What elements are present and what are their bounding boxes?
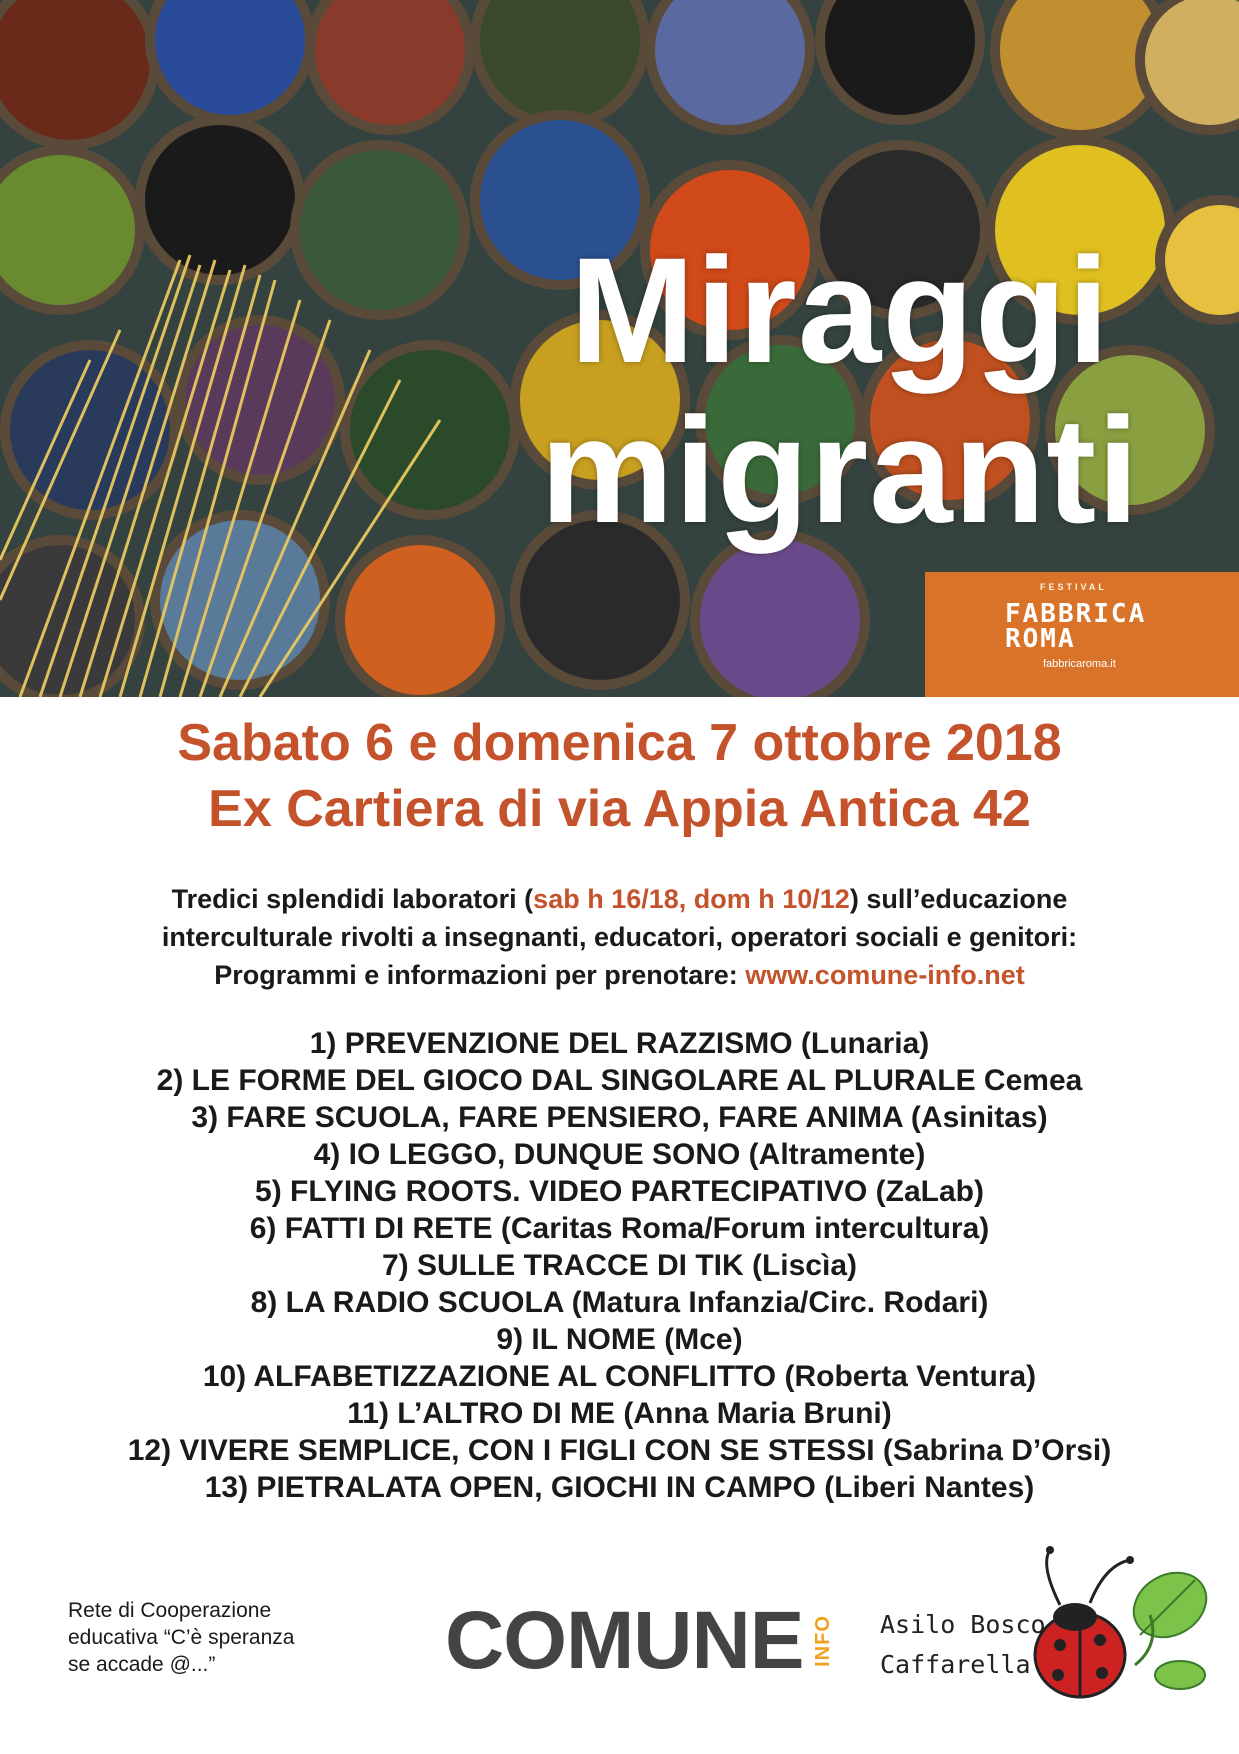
asilo-line-1: Asilo Bosco	[880, 1610, 1046, 1639]
network-line-1: Rete di Cooperazione	[68, 1599, 272, 1622]
network-credit	[68, 1597, 368, 1678]
intro-part-2: ) sull’educazione	[849, 884, 1068, 914]
comune-info-logo	[440, 1595, 834, 1686]
workshop-item: 2) LE FORME DEL GIOCO DAL SINGOLARE AL PLURALE Cemea	[156, 1064, 1083, 1097]
workshop-item: 7) SULLE TRACCE DI TIK (Liscìa)	[381, 1249, 858, 1282]
workshop-item: 6) FATTI DI RETE (Caritas Roma/Forum intercultura)	[249, 1212, 990, 1245]
workshop-item: 11) L’ALTRO DI ME (Anna Maria Bruni)	[347, 1397, 892, 1430]
workshop-item: 13) PIETRALATA OPEN, GIOCHI IN CAMPO (Liberi Nantes)	[204, 1471, 1035, 1504]
event-location: Ex Cartiera di via Appia Antica 42	[208, 780, 1031, 838]
festival-name	[1005, 599, 1155, 654]
intro-line-3-prefix: Programmi e informazioni per prenotare:	[214, 960, 746, 990]
intro-line-1	[40, 880, 1199, 918]
event-date: Sabato 6 e domenica 7 ottobre 2018	[177, 714, 1062, 772]
festival-name-line-2: ROMA	[1005, 624, 1076, 654]
event-date-location	[0, 710, 1239, 842]
ladybug-icon	[1020, 1545, 1220, 1705]
workshop-item: 4) IO LEGGO, DUNQUE SONO (Altramente)	[313, 1138, 926, 1171]
comune-info-tag: INFO	[812, 1615, 834, 1667]
network-line-2: educativa “C’è speranza	[68, 1626, 295, 1649]
intro-line-3	[40, 956, 1199, 994]
hero-image	[0, 0, 1239, 697]
workshop-list	[20, 1025, 1219, 1506]
poster-title	[490, 226, 1190, 554]
asilo-line-2: Caffarella	[880, 1650, 1031, 1679]
asilo-bosco-logo	[870, 1545, 1220, 1705]
comune-wordmark: COMUNE	[445, 1595, 804, 1686]
workshop-item: 9) IL NOME (Mce)	[496, 1323, 743, 1356]
title-line-1: Miraggi	[569, 226, 1111, 394]
workshop-item: 8) LA RADIO SCUOLA (Matura Infanzia/Circ. Rodari)	[250, 1286, 989, 1319]
festival-fabbrica-roma-logo	[925, 572, 1239, 697]
workshop-item: 5) FLYING ROOTS. VIDEO PARTECIPATIVO (ZaLab)	[255, 1175, 984, 1208]
festival-name-line-1: FABBRICA	[1005, 599, 1147, 629]
workshop-item: 10) ALFABETIZZAZIONE AL CONFLITTO (Roberta Ventura)	[202, 1360, 1037, 1393]
intro-text	[40, 880, 1199, 994]
intro-part-1: Tredici splendidi laboratori (	[171, 884, 534, 914]
intro-line-2: interculturale rivolti a insegnanti, educatori, operatori sociali e genitori:	[161, 922, 1078, 952]
workshop-item: 1) PREVENZIONE DEL RAZZISMO (Lunaria)	[309, 1027, 930, 1060]
workshop-item: 3) FARE SCUOLA, FARE PENSIERO, FARE ANIMA (Asinitas)	[191, 1101, 1048, 1134]
schedule-highlight: sab h 16/18, dom h 10/12	[533, 884, 850, 914]
workshop-item: 12) VIVERE SEMPLICE, CON I FIGLI CON SE STESSI (Sabrina D’Orsi)	[127, 1434, 1112, 1467]
festival-label: FESTIVAL	[1040, 582, 1107, 592]
network-line-3: se accade @...”	[68, 1653, 216, 1676]
title-line-2: migranti	[540, 386, 1140, 554]
website-link[interactable]: www.comune-info.net	[745, 960, 1025, 990]
festival-url: fabbricaroma.it	[1043, 658, 1116, 670]
